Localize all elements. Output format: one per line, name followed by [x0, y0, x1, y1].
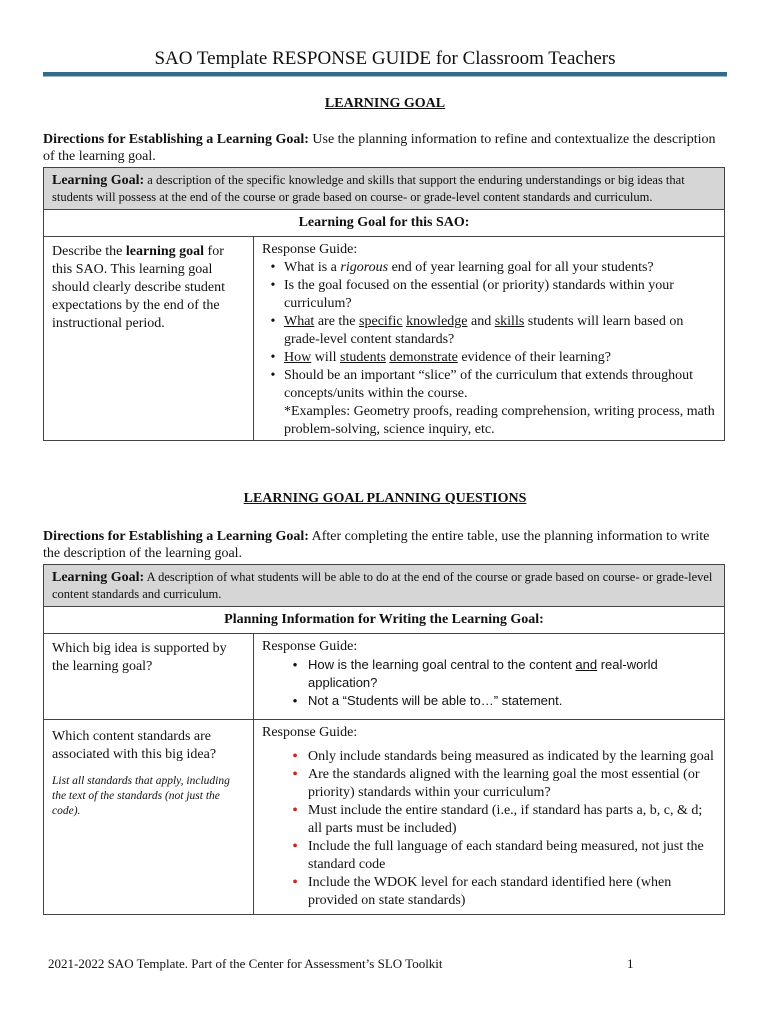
bullet-text: What is a [284, 260, 341, 275]
bullet-text: will [311, 350, 341, 365]
response-guide-list [262, 748, 716, 910]
big-idea-question-cell: Which big idea is supported by the learning goal? [44, 634, 254, 720]
standards-note: List all standards that apply, including the text of the standards (not just the code). [52, 775, 230, 817]
bullet-icon: • [292, 657, 298, 672]
red-bullet-icon: • [292, 838, 298, 855]
learning-goal-table [43, 167, 725, 441]
response-guide-list [262, 656, 716, 710]
bullet-text: real-world application? [308, 657, 658, 690]
bullet-icon: • [270, 260, 276, 275]
bullet-text: Should be an important “slice” of the curriculum that extends throughout concepts/units within the course. [284, 368, 694, 401]
red-bullet-icon: • [292, 748, 298, 765]
left-description-cell [44, 237, 254, 441]
bullet-text: How is the learning goal central to the content [308, 657, 576, 672]
list-item [262, 838, 716, 874]
bullet-text: Not a “Students will be able to…” statement. [308, 693, 563, 708]
section-title-planning-questions: LEARNING GOAL PLANNING QUESTIONS [243, 491, 527, 506]
definition-cell [44, 565, 725, 607]
bullet-underline: students [340, 350, 386, 365]
list-item [262, 277, 716, 313]
list-item [262, 349, 716, 367]
list-item [262, 656, 716, 692]
directions-planning [43, 528, 727, 562]
bullet-text: Are the standards aligned with the learning goal the most essential (or priority) standards within your curriculum? [308, 767, 700, 800]
bullet-text: evidence of their learning? [457, 350, 611, 365]
section-title-learning-goal: LEARNING GOAL [324, 96, 446, 111]
response-guide-cell [254, 237, 725, 441]
bullet-underline: knowledge [406, 314, 468, 329]
table-header: Planning Information for Writing the Learning Goal: [44, 607, 725, 634]
bullet-text: Include the full language of each standard being measured, not just the standard code [308, 839, 704, 872]
definition-cell [44, 168, 725, 210]
definition-text: a description of the specific knowledge and skills that support the enduring understandings or big ideas that students will possess at the end of the course or grade based on course- or grade-level content standards and curriculum. [52, 173, 685, 204]
page-number: 1 [627, 956, 634, 971]
directions-learning-goal [43, 131, 727, 165]
left-bold: learning goal [125, 244, 205, 259]
table-header-row [44, 607, 725, 634]
definition-row [44, 565, 725, 607]
response-guide-title: Response Guide: [262, 639, 358, 654]
footer-text: 2021-2022 SAO Template. Part of the Center for Assessment’s SLO Toolkit [48, 956, 443, 971]
bullet-underline: demonstrate [389, 350, 458, 365]
table-row [44, 634, 725, 720]
response-guide-cell [254, 720, 725, 915]
bullet-icon: • [292, 693, 298, 708]
bullet-text: Only include standards being measured as indicated by the learning goal [308, 749, 714, 764]
response-guide-title: Response Guide: [262, 242, 358, 257]
response-guide-list [262, 259, 716, 439]
header-rule [43, 72, 727, 77]
red-bullet-icon: • [292, 874, 298, 891]
list-item [262, 766, 716, 802]
bullet-icon: • [270, 350, 276, 365]
standards-question: Which content standards are associated with this big idea? [52, 729, 217, 762]
page-title: SAO Template RESPONSE GUIDE for Classroom Teachers [154, 48, 616, 69]
table-row [44, 720, 725, 915]
bullet-text: end of year learning goal for all your students? [388, 260, 654, 275]
bullet-text: Must include the entire standard (i.e., if standard has parts a, b, c, & d; all parts must be included) [308, 803, 703, 836]
bullet-text: and [467, 314, 495, 329]
definition-row [44, 168, 725, 210]
bullet-text: Include the WDOK level for each standard identified here (when provided on state standards) [308, 875, 672, 908]
response-guide-cell [254, 634, 725, 720]
bullet-text: Is the goal focused on the essential (or priority) standards within your curriculum? [284, 278, 674, 311]
content-standards-question-cell [44, 720, 254, 915]
bullet-text: students will learn based on grade-level content standards? [284, 314, 684, 347]
list-item [262, 367, 716, 439]
definition-text: A description of what students will be able to do at the end of the course or grade based on course- or grade-level content standards and curriculum. [52, 570, 713, 601]
list-item [262, 692, 716, 710]
list-item [262, 748, 716, 766]
bullet-icon: • [270, 368, 276, 383]
red-bullet-icon: • [292, 802, 298, 819]
bullet-text: are the [314, 314, 360, 329]
left-post: for this SAO. This learning goal should clearly describe student expectations by the end of the instructional period. [52, 244, 226, 331]
list-item [262, 874, 716, 910]
list-item [262, 802, 716, 838]
directions-label: Directions for Establishing a Learning Goal: [43, 132, 309, 147]
examples-text: *Examples: Geometry proofs, reading comprehension, writing process, math problem-solving, science inquiry, etc. [284, 404, 715, 437]
directions-text: Use the planning information to refine and contextualize the description of the learning goal. [43, 132, 716, 164]
bullet-underline: and [575, 657, 598, 672]
definition-label: Learning Goal: [52, 173, 145, 188]
directions-text: After completing the entire table, use the planning information to write the description of the learning goal. [43, 529, 710, 561]
planning-table [43, 564, 725, 915]
table-header-row [44, 210, 725, 237]
response-guide-title: Response Guide: [262, 725, 358, 740]
bullet-icon: • [270, 314, 276, 329]
bullet-emphasis: rigorous [340, 260, 389, 275]
left-pre: Describe the [52, 244, 126, 259]
bullet-underline: skills [494, 314, 525, 329]
bullet-underline: specific [359, 314, 403, 329]
table-header: Learning Goal for this SAO: [44, 210, 725, 237]
table-row [44, 237, 725, 441]
bullet-underline: What [284, 314, 315, 329]
definition-label: Learning Goal: [52, 570, 145, 585]
bullet-underline: How [284, 350, 312, 365]
directions-label: Directions for Establishing a Learning Goal: [43, 529, 309, 544]
list-item [262, 259, 716, 277]
bullet-icon: • [270, 278, 276, 293]
list-item [262, 313, 716, 349]
red-bullet-icon: • [292, 766, 298, 783]
